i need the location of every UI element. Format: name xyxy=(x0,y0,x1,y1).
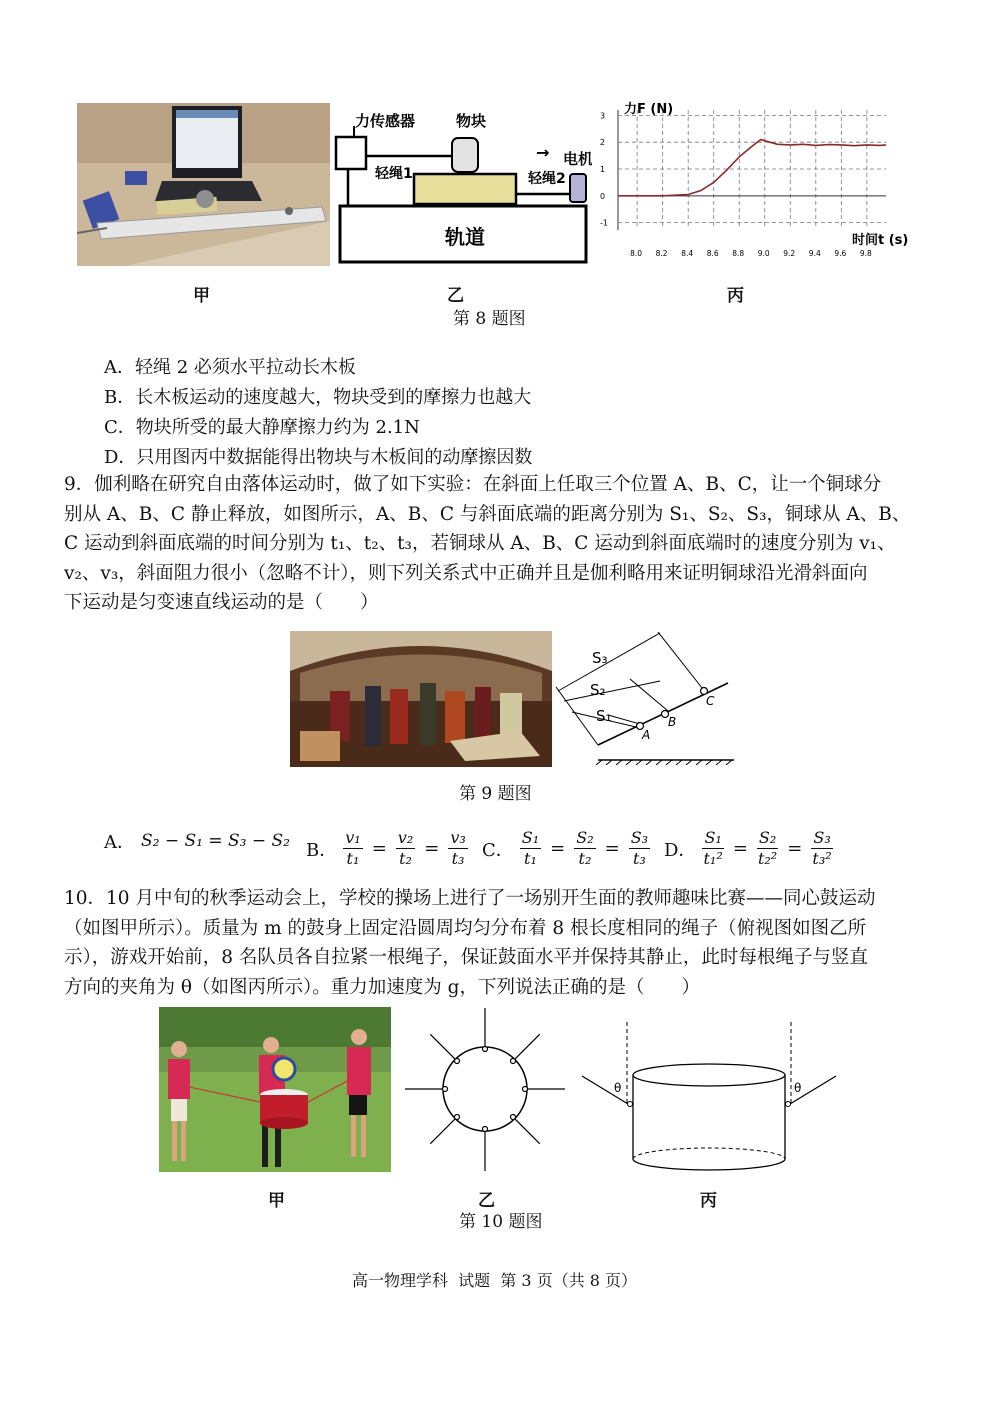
q8-option-a: A．轻绳 2 必须水平拉动长木板 xyxy=(104,357,356,378)
q9-c-den: t₁ xyxy=(524,849,537,868)
fig8-caption-jia: 甲 xyxy=(193,286,210,306)
chart8-ylabel: 力F (N) xyxy=(624,102,674,117)
q9-line: C 运动到斜面底端的时间分别为 t₁、t₂、t₃，若铜球从 A、B、C 运动到斜面底端时的速度分别为 v₁、 xyxy=(64,533,896,555)
fig8-track-label: 轨道 xyxy=(445,225,485,249)
q9-option-c xyxy=(482,828,650,869)
q9-d-den: t₁² xyxy=(703,849,723,868)
q9-label-s1: S₁ xyxy=(596,707,612,725)
q9-b-num: v₃ xyxy=(450,828,466,847)
q8-option-d: D．只用图丙中数据能得出物块与木板间的动摩擦因数 xyxy=(104,447,533,468)
page-footer: 高一物理学科 试题 第 3 页（共 8 页） xyxy=(352,1271,638,1290)
q9-painting xyxy=(290,631,552,767)
q10-photo-jia xyxy=(159,1007,391,1172)
q9-incline-diagram xyxy=(552,627,737,765)
chart8-x-tick: 8.0 xyxy=(630,249,643,258)
q9-stem xyxy=(64,470,934,618)
fig8-block-label: 物块 xyxy=(456,112,487,130)
fig8-photo-jia xyxy=(77,103,330,266)
chart8-x-tick: 9.6 xyxy=(834,249,847,258)
q8-option-c: C．物块所受的最大静摩擦力约为 2.1N xyxy=(104,417,420,438)
q10-fig-title: 第 10 题图 xyxy=(459,1212,543,1232)
q10-theta-right: θ xyxy=(794,1081,802,1095)
q10-caption-jia: 甲 xyxy=(268,1191,285,1211)
q9-c-eq: = xyxy=(550,838,566,859)
q9-b-num: v₂ xyxy=(397,828,414,847)
q10-line: 示），游戏开始前，8 名队员各自拉紧一根绳子，保证鼓面水平并保持其静止，此时每根绳子与竖直 xyxy=(64,947,868,969)
q9-option-a xyxy=(104,828,290,854)
q9-label-s3: S₃ xyxy=(592,649,608,667)
q9-option-b-label: B． xyxy=(306,839,338,861)
q9-option-b xyxy=(306,828,468,869)
fig8-motor-label: 电机 xyxy=(563,150,592,168)
chart8-y-tick: -1 xyxy=(600,218,608,228)
q10-sideview-bing xyxy=(580,1018,840,1178)
chart8-y-tick: 1 xyxy=(600,165,606,174)
q9-c-den: t₃ xyxy=(632,849,646,868)
q9-b-eq: = xyxy=(424,838,440,859)
q9-d-eq: = xyxy=(732,838,748,859)
chart8-x-tick: 9.8 xyxy=(859,249,872,258)
q9-option-d xyxy=(664,828,833,869)
q9-d-num: S₃ xyxy=(813,828,831,847)
chart8-x-tick: 8.4 xyxy=(681,249,694,258)
q9-d-eq: = xyxy=(787,838,803,859)
q9-option-d-label: D． xyxy=(664,839,697,861)
q9-option-a-expr: S₂ − S₁ = S₃ − S₂ xyxy=(141,831,290,851)
q9-d-num: S₂ xyxy=(758,828,777,847)
q9-label-c: C xyxy=(706,694,715,708)
chart8-x-tick: 8.8 xyxy=(732,249,745,258)
chart8-y-tick: 3 xyxy=(600,111,606,121)
q9-d-num: S₁ xyxy=(704,828,722,847)
fig8-caption-bing: 丙 xyxy=(727,286,744,306)
q9-d-den: t₂² xyxy=(757,849,778,868)
q9-c-num: S₃ xyxy=(630,828,649,847)
q9-b-num: v₁ xyxy=(345,828,361,847)
force-series-line xyxy=(618,140,886,196)
q9-label-s2: S₂ xyxy=(590,681,606,699)
q9-c-den: t₂ xyxy=(578,849,592,868)
q9-d-den: t₃² xyxy=(812,849,832,868)
fig8-sensor-label: 力传感器 xyxy=(355,112,416,130)
q9-b-den: t₁ xyxy=(346,849,360,868)
q9-line: 下运动是匀变速直线运动的是（ ） xyxy=(64,592,379,614)
chart8-x-tick: 8.6 xyxy=(706,249,719,258)
q10-stem xyxy=(64,884,934,1002)
q10-theta-left: θ xyxy=(614,1081,622,1095)
q10-line: （如图甲所示）。质量为 m 的鼓身上固定沿圆周均匀分布着 8 根长度相同的绳子（俯视图如图乙所 xyxy=(64,917,867,939)
q9-fig-title: 第 9 题图 xyxy=(459,784,532,804)
fig8-title: 第 8 题图 xyxy=(453,309,526,329)
q10-caption-yi: 乙 xyxy=(478,1191,495,1211)
chart8-x-tick: 9.2 xyxy=(783,249,796,258)
q9-c-num: S₂ xyxy=(576,828,594,847)
q9-line: 别从 A、B、C 静止释放，如图所示，A、B、C 与斜面底端的距离分别为 S₁、S₂、S₃，铜球从 A、B、 xyxy=(64,503,911,525)
q9-option-a-label: A． xyxy=(104,832,135,853)
fig8-diagram-yi xyxy=(332,104,592,266)
fig8-arrow: → xyxy=(536,143,550,162)
chart8-x-tick: 9.0 xyxy=(757,249,770,258)
chart8-x-tick: 8.2 xyxy=(655,249,668,258)
q9-b-den: t₃ xyxy=(451,849,465,868)
q10-line: 10．10 月中旬的秋季运动会上，学校的操场上进行了一场别开生面的教师趣味比赛——同心鼓运动 xyxy=(64,888,876,909)
force-time-chart xyxy=(594,98,924,268)
q9-b-eq: = xyxy=(371,838,387,859)
q9-line: 9．伽利略在研究自由落体运动时，做了如下实验：在斜面上任取三个位置 A、B、C，让一个铜球分 xyxy=(64,474,882,495)
q9-c-eq: = xyxy=(604,838,620,859)
q9-option-c-label: C． xyxy=(482,839,514,861)
q9-label-b: B xyxy=(668,715,677,729)
q8-option-b: B．长木板运动的速度越大，物块受到的摩擦力也越大 xyxy=(104,387,532,408)
q10-topview-yi xyxy=(402,1004,568,1174)
q10-caption-bing: 丙 xyxy=(700,1191,717,1211)
q9-line: v₂、v₃，斜面阻力很小（忽略不计），则下列关系式中正确并且是伽利略用来证明铜球沿光滑斜面向 xyxy=(64,562,868,584)
chart8-xlabel: 时间t (s) xyxy=(852,233,909,248)
q9-b-den: t₂ xyxy=(399,849,412,868)
q9-label-a: A xyxy=(642,728,651,742)
fig8-rope2-label: 轻绳2 xyxy=(528,171,566,187)
chart8-x-tick: 9.4 xyxy=(808,249,821,258)
q10-line: 方向的夹角为 θ（如图丙所示）。重力加速度为 g，下列说法正确的是（ ） xyxy=(64,976,700,998)
chart8-y-tick: 0 xyxy=(600,191,606,201)
fig8-rope1-label: 轻绳1 xyxy=(375,166,413,182)
fig8-caption-yi: 乙 xyxy=(447,286,464,306)
chart8-y-tick: 2 xyxy=(600,138,606,148)
q9-c-num: S₁ xyxy=(521,828,540,847)
fig8-graph-bing xyxy=(594,98,924,268)
